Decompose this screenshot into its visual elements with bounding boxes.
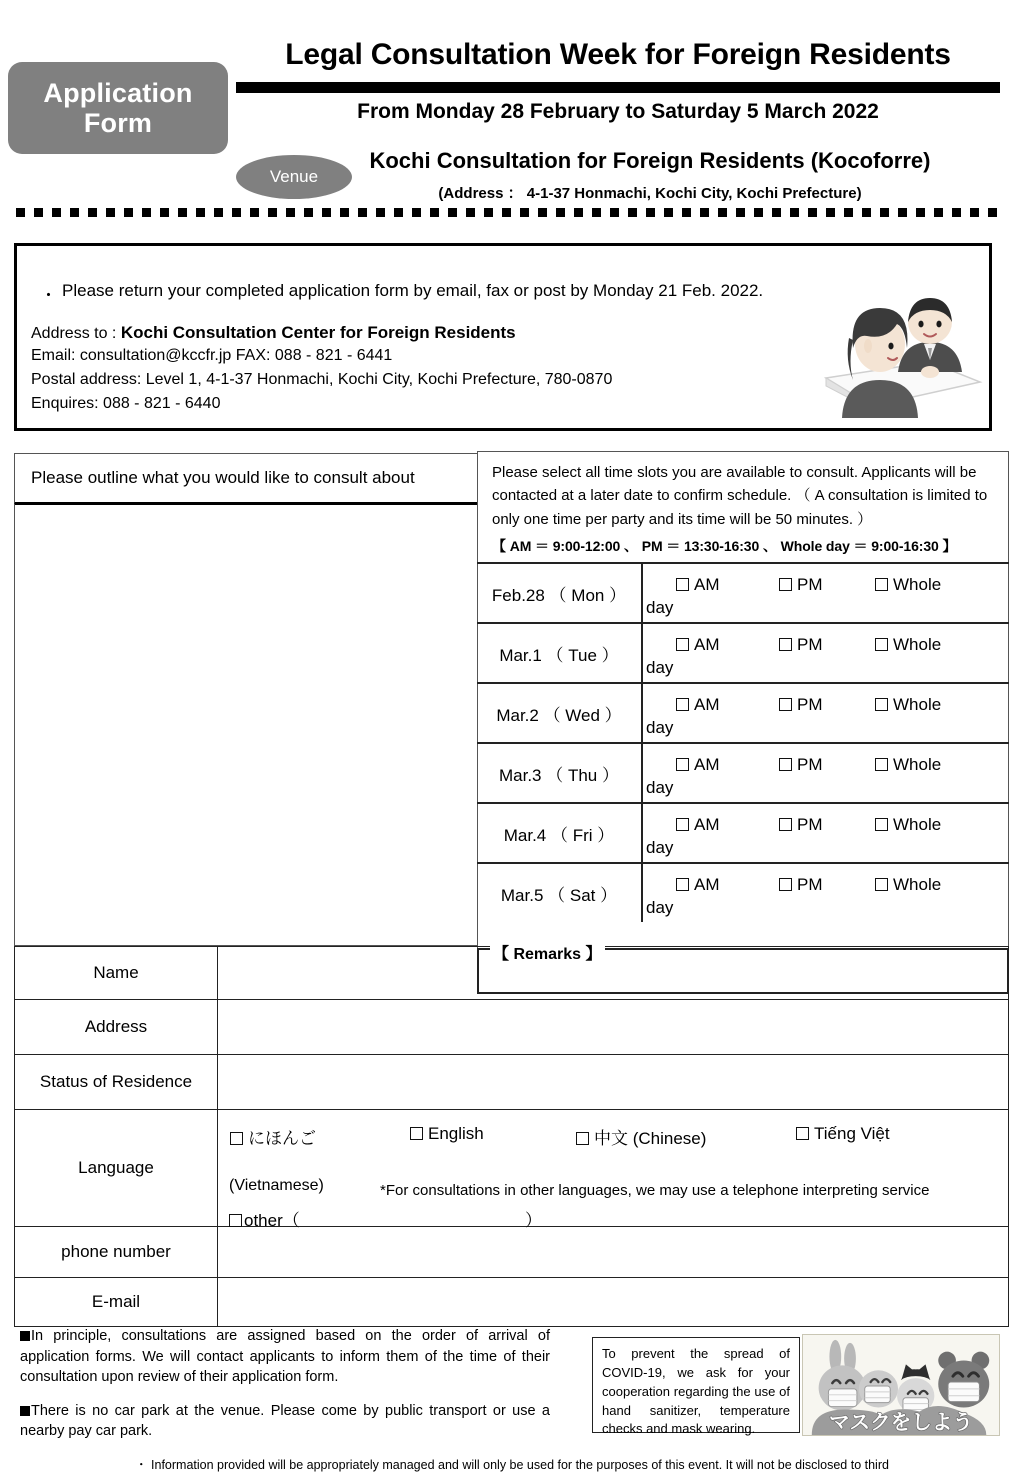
time-slot-checkbox-pm-label: PM bbox=[797, 875, 823, 894]
footer-note-1-text: In principle, consultations are assigned based on the order of arrival of application forms. We will contact applicants to inform them of the time of their consultation upon review of their application form. bbox=[20, 1328, 550, 1386]
checkbox-icon[interactable] bbox=[779, 758, 792, 771]
phone-number-label: phone number bbox=[15, 1227, 218, 1278]
deadline-text: Please return your completed application form by email, fax or post by Monday 21 Feb. 2022. bbox=[62, 281, 764, 300]
checkbox-icon[interactable] bbox=[676, 578, 689, 591]
time-slot-date-label: Feb.28 （ Mon ） bbox=[477, 564, 643, 622]
language-label-vietnamese: Tiếng Việt bbox=[814, 1124, 890, 1143]
time-slot-checkbox-am[interactable] bbox=[676, 695, 720, 715]
consultation-people-illustration bbox=[812, 278, 984, 418]
time-slot-checkbox-whole-day-label: Whole bbox=[893, 875, 942, 894]
checkbox-icon[interactable] bbox=[676, 638, 689, 651]
time-slot-date-label: Mar.4 （ Fri ） bbox=[477, 804, 643, 862]
time-slot-options bbox=[643, 624, 1009, 682]
table-row-language bbox=[15, 1110, 1009, 1227]
table-row-email bbox=[15, 1278, 1009, 1327]
contact-bullet-icon: ・ bbox=[40, 286, 57, 305]
time-slot-checkbox-am-label: AM bbox=[694, 815, 720, 834]
time-slot-checkbox-am[interactable] bbox=[676, 875, 720, 895]
table-row-status-of-residence bbox=[15, 1055, 1009, 1110]
footer-notes bbox=[20, 1326, 550, 1455]
time-slot-checkbox-whole-day-cont: day bbox=[646, 898, 674, 917]
time-slot-row bbox=[477, 562, 1009, 622]
time-slot-checkbox-pm-label: PM bbox=[797, 755, 823, 774]
checkbox-icon[interactable] bbox=[796, 1127, 809, 1140]
time-slot-checkbox-whole-day-cont: day bbox=[646, 598, 674, 617]
checkbox-icon[interactable] bbox=[676, 758, 689, 771]
time-slot-checkbox-am-label: AM bbox=[694, 755, 720, 774]
checkbox-icon[interactable] bbox=[875, 758, 888, 771]
time-slot-checkbox-whole-day[interactable] bbox=[875, 755, 941, 775]
time-slot-date-label: Mar.5 （ Sat ） bbox=[477, 864, 643, 922]
checkbox-icon[interactable] bbox=[676, 818, 689, 831]
language-checkbox-other[interactable] bbox=[229, 1206, 300, 1231]
table-row-address bbox=[15, 1000, 1009, 1055]
square-bullet-icon bbox=[20, 1406, 30, 1416]
title-underline-rule bbox=[236, 82, 1000, 93]
time-slot-checkbox-whole-day-label: Whole bbox=[893, 695, 942, 714]
time-slot-checkbox-pm-label: PM bbox=[797, 695, 823, 714]
language-options-cell bbox=[218, 1110, 1009, 1230]
language-label-other: other bbox=[244, 1211, 283, 1230]
time-slot-checkbox-pm[interactable] bbox=[779, 695, 823, 715]
venue-badge: Venue bbox=[236, 155, 352, 199]
checkbox-icon[interactable] bbox=[779, 638, 792, 651]
email-label: E-mail bbox=[15, 1278, 218, 1327]
checkbox-icon[interactable] bbox=[410, 1127, 423, 1140]
venue-name: Kochi Consultation for Foreign Residents (Kocoforre) bbox=[369, 148, 931, 173]
address-label: Address bbox=[15, 1000, 218, 1055]
checkbox-icon[interactable] bbox=[230, 1132, 243, 1145]
remarks-label: 【 Remarks 】 bbox=[490, 941, 605, 964]
time-slot-checkbox-am[interactable] bbox=[676, 635, 720, 655]
time-slot-options bbox=[643, 804, 1009, 862]
language-checkbox-english[interactable] bbox=[410, 1124, 484, 1144]
checkbox-icon[interactable] bbox=[576, 1132, 589, 1145]
animals-wearing-masks-illustration bbox=[802, 1334, 1000, 1436]
time-slot-checkbox-am[interactable] bbox=[676, 575, 720, 595]
name-label: Name bbox=[15, 947, 218, 1000]
venue-address: (Address ： 4-1-37 Honmachi, Kochi City, Kochi Prefecture) bbox=[438, 185, 862, 202]
time-slot-checkbox-pm[interactable] bbox=[779, 875, 823, 895]
footer-note-2-text: There is no car park at the venue. Please come by public transport or use a nearby pay car park. bbox=[20, 1402, 550, 1440]
footer-note-2 bbox=[20, 1401, 550, 1442]
time-slots-panel bbox=[477, 451, 1009, 994]
time-slot-checkbox-whole-day-label: Whole bbox=[893, 635, 942, 654]
time-slot-row bbox=[477, 622, 1009, 682]
time-slot-options bbox=[643, 744, 1009, 802]
time-slots-instructions: Please select all time slots you are available to consult. Applicants will be contacted at a later date to confirm schedule. （ A consultation is limited to only one time per party and its time will be 50 minutes. ） bbox=[492, 464, 988, 528]
time-slot-date-label: Mar.3 （ Thu ） bbox=[477, 744, 643, 802]
privacy-note: ・ Information provided will be appropriately managed and will only be used for the purposes of this event. It will not be disclosed to third bbox=[135, 1458, 889, 1472]
time-slot-checkbox-whole-day[interactable] bbox=[875, 635, 941, 655]
application-form-badge bbox=[8, 62, 228, 154]
page-title: Legal Consultation Week for Foreign Residents bbox=[285, 38, 951, 71]
time-slot-checkbox-whole-day-label: Whole bbox=[893, 755, 942, 774]
time-slots-rows bbox=[477, 562, 1009, 922]
square-bullet-icon bbox=[20, 1331, 30, 1341]
time-slot-checkbox-am[interactable] bbox=[676, 755, 720, 775]
time-slot-checkbox-whole-day[interactable] bbox=[875, 815, 941, 835]
time-slot-checkbox-whole-day-cont: day bbox=[646, 838, 674, 857]
time-slot-checkbox-whole-day[interactable] bbox=[875, 575, 941, 595]
checkbox-icon[interactable] bbox=[676, 878, 689, 891]
time-slot-date-label: Mar.1 （ Tue ） bbox=[477, 624, 643, 682]
time-slot-checkbox-am-label: AM bbox=[694, 695, 720, 714]
checkbox-icon[interactable] bbox=[779, 698, 792, 711]
consult-outline-header-label: Please outline what you would like to consult about bbox=[31, 468, 415, 487]
status-of-residence-label: Status of Residence bbox=[15, 1055, 218, 1110]
language-interpreting-note: *For consultations in other languages, we may use a telephone interpreting service bbox=[380, 1182, 930, 1199]
dotted-divider bbox=[16, 208, 1006, 217]
address-to-line bbox=[31, 323, 516, 343]
enquiries-line: Enquires: 088 - 821 - 6440 bbox=[31, 395, 221, 412]
consult-outline-input[interactable] bbox=[14, 504, 478, 946]
language-label-chinese: 中文 (Chinese) bbox=[594, 1129, 707, 1148]
checkbox-icon[interactable] bbox=[875, 878, 888, 891]
time-slot-checkbox-am-label: AM bbox=[694, 635, 720, 654]
checkbox-icon[interactable] bbox=[875, 638, 888, 651]
time-slot-checkbox-whole-day-cont: day bbox=[646, 658, 674, 677]
time-slot-checkbox-whole-day-cont: day bbox=[646, 718, 674, 737]
checkbox-icon[interactable] bbox=[779, 578, 792, 591]
phone-number-input[interactable] bbox=[218, 1227, 1009, 1278]
time-slot-checkbox-whole-day-cont: day bbox=[646, 778, 674, 797]
time-slot-checkbox-am-label: AM bbox=[694, 575, 720, 594]
language-checkbox-vietnamese[interactable] bbox=[796, 1124, 890, 1144]
table-row-phone bbox=[15, 1227, 1009, 1278]
time-slot-row bbox=[477, 802, 1009, 862]
checkbox-icon[interactable] bbox=[779, 878, 792, 891]
event-date-range: From Monday 28 February to Saturday 5 March 2022 bbox=[357, 100, 879, 123]
time-slot-checkbox-pm-label: PM bbox=[797, 815, 823, 834]
mask-illustration-caption: マスクをしよう bbox=[828, 1410, 974, 1435]
time-slot-options bbox=[643, 684, 1009, 742]
time-slots-hours-legend: 【 AM ＝ 9:00-12:00 、 PM ＝ 13:30-16:30 、 Whole day ＝ 9:00-16:30 】 bbox=[492, 538, 957, 554]
address-input[interactable] bbox=[218, 1000, 1009, 1055]
email-fax-line: Email: consultation@kccfr.jp FAX: 088 - 821 - 6441 bbox=[31, 347, 393, 364]
checkbox-icon[interactable] bbox=[875, 818, 888, 831]
language-label-english: English bbox=[428, 1124, 484, 1143]
time-slot-checkbox-whole-day[interactable] bbox=[875, 695, 941, 715]
time-slot-checkbox-pm[interactable] bbox=[779, 635, 823, 655]
time-slot-row bbox=[477, 862, 1009, 922]
time-slot-checkbox-am-label: AM bbox=[694, 875, 720, 894]
time-slot-row bbox=[477, 682, 1009, 742]
time-slot-date-label: Mar.2 （ Wed ） bbox=[477, 684, 643, 742]
time-slot-row bbox=[477, 742, 1009, 802]
checkbox-icon[interactable] bbox=[229, 1214, 242, 1227]
language-label-japanese: にほんご bbox=[248, 1129, 316, 1148]
application-form-badge-line2: Form bbox=[83, 108, 153, 138]
applicant-details-table bbox=[14, 946, 1009, 1327]
time-slot-checkbox-pm[interactable] bbox=[779, 575, 823, 595]
time-slot-checkbox-whole-day[interactable] bbox=[875, 875, 941, 895]
time-slot-options bbox=[643, 864, 1009, 922]
checkbox-icon[interactable] bbox=[676, 698, 689, 711]
time-slot-checkbox-am[interactable] bbox=[676, 815, 720, 835]
address-to-value: Kochi Consultation Center for Foreign Residents bbox=[120, 323, 516, 342]
language-checkbox-japanese[interactable] bbox=[230, 1124, 316, 1149]
language-checkbox-chinese[interactable] bbox=[576, 1124, 706, 1149]
application-form-badge-line1: Application bbox=[43, 77, 193, 108]
checkbox-icon[interactable] bbox=[779, 818, 792, 831]
time-slot-checkbox-whole-day-label: Whole bbox=[893, 575, 942, 594]
address-to-label: Address to : bbox=[31, 325, 121, 342]
covid-notice-box: To prevent the spread of COVID-19, we ask for your cooperation regarding the use of hand sanitizer, temperature checks and mask wearing. bbox=[592, 1337, 800, 1433]
status-of-residence-input[interactable] bbox=[218, 1055, 1009, 1110]
language-label: Language bbox=[15, 1110, 218, 1227]
checkbox-icon[interactable] bbox=[875, 578, 888, 591]
consult-outline-header bbox=[14, 453, 478, 505]
checkbox-icon[interactable] bbox=[875, 698, 888, 711]
language-other-paren-open: （ bbox=[282, 1211, 300, 1230]
postal-address-line: Postal address: Level 1, 4-1-37 Honmachi, Kochi City, Kochi Prefecture, 780-0870 bbox=[31, 371, 613, 388]
time-slot-checkbox-pm[interactable] bbox=[779, 815, 823, 835]
language-label-vietnamese-sub: (Vietnamese) bbox=[229, 1177, 324, 1194]
email-input[interactable] bbox=[218, 1278, 1009, 1327]
time-slot-checkbox-whole-day-label: Whole bbox=[893, 815, 942, 834]
time-slot-checkbox-pm[interactable] bbox=[779, 755, 823, 775]
language-other-paren-close: ） bbox=[525, 1211, 542, 1230]
time-slot-options bbox=[643, 564, 1009, 622]
time-slot-checkbox-pm-label: PM bbox=[797, 635, 823, 654]
footer-note-1 bbox=[20, 1326, 550, 1388]
time-slot-checkbox-pm-label: PM bbox=[797, 575, 823, 594]
